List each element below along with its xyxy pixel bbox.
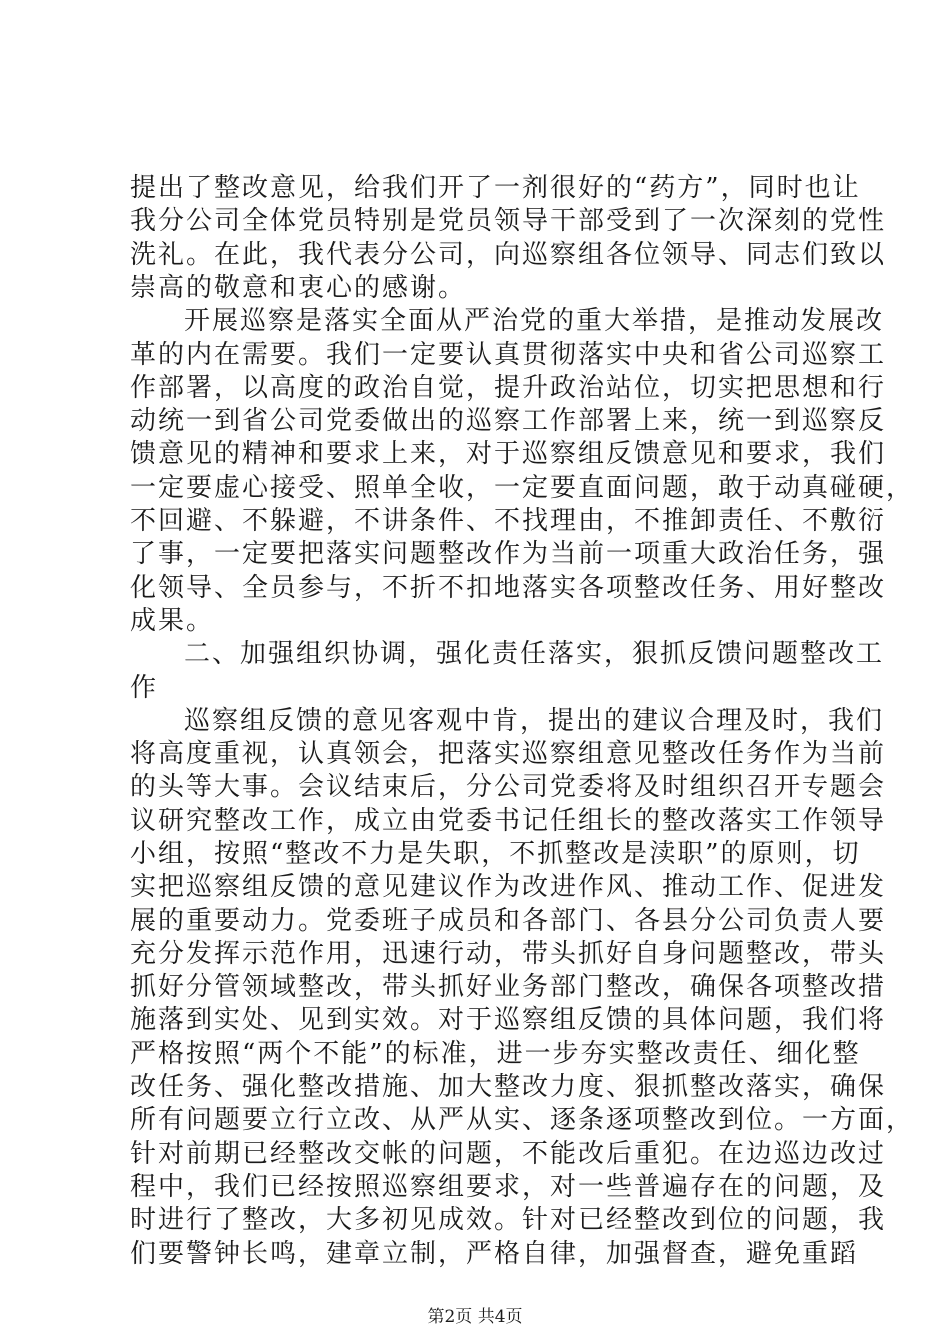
- text-line: 议研究整改工作，成立由党委书记任组长的整改落实工作领导: [130, 806, 887, 836]
- text-line: 实把巡察组反馈的意见建议作为改进作风、推动工作、促进发: [130, 872, 887, 902]
- text-line: 动统一到省公司党委做出的巡察工作部署上来，统一到巡察反: [130, 406, 887, 436]
- text-line: 了事，一定要把落实问题整改作为当前一项重大政治任务，强: [130, 539, 887, 569]
- text-line: 所有问题要立行立改、从严从实、逐条逐项整改到位。一方面，: [130, 1105, 915, 1135]
- text-line: 施落到实处、见到实效。对于巡察组反馈的具体问题，我们将: [130, 1005, 887, 1035]
- text-line: 成果。: [130, 606, 215, 636]
- text-line: 展的重要动力。党委班子成员和各部门、各县分公司负责人要: [130, 906, 887, 936]
- text-line: 抓好分管领域整改，带头抓好业务部门整改，确保各项整改措: [130, 972, 887, 1002]
- text-line: 时进行了整改，大多初见成效。针对已经整改到位的问题，我: [130, 1205, 887, 1235]
- text-line: 革的内在需要。我们一定要认真贯彻落实中央和省公司巡察工: [130, 340, 887, 370]
- paragraph-first-line: 开展巡察是落实全面从严治党的重大举措，是推动发展改: [184, 306, 885, 336]
- text-line: 严格按照“两个不能”的标准，进一步夯实整改责任、细化整: [130, 1039, 861, 1069]
- section-heading-continued: 作: [130, 673, 159, 703]
- text-line: 一定要虚心接受、照单全收，一定要直面问题，敢于动真碰硬，: [130, 473, 915, 503]
- text-line: 作部署，以高度的政治自觉，提升政治站位，切实把思想和行: [130, 373, 887, 403]
- text-line: 针对前期已经整改交帐的问题，不能改后重犯。在边巡边改过: [130, 1139, 887, 1169]
- text-line: 馈意见的精神和要求上来，对于巡察组反馈意见和要求，我们: [130, 439, 887, 469]
- page-number-footer: 第2页 共4页: [427, 1307, 523, 1327]
- text-line: 充分发挥示范作用，迅速行动，带头抓好自身问题整改，带头: [130, 939, 887, 969]
- text-line: 将高度重视，认真领会，把落实巡察组意见整改任务作为当前: [130, 739, 887, 769]
- text-line: 崇高的敬意和衷心的感谢。: [130, 273, 467, 303]
- paragraph-first-line: 巡察组反馈的意见客观中肯，提出的建议合理及时，我们: [184, 706, 885, 736]
- text-line: 的头等大事。会议结束后，分公司党委将及时组织召开专题会: [130, 772, 887, 802]
- text-line: 我分公司全体党员特别是党员领导干部受到了一次深刻的党性: [130, 206, 887, 236]
- text-line: 小组，按照“整改不力是失职，不抓整改是渎职”的原则，切: [130, 839, 861, 869]
- text-line: 改任务、强化整改措施、加大整改力度、狠抓整改落实，确保: [130, 1072, 887, 1102]
- text-line: 们要警钟长鸣，建章立制，严格自律，加强督查，避免重蹈: [130, 1239, 859, 1269]
- text-line: 提出了整改意见，给我们开了一剂很好的“药方”，同时也让: [130, 173, 861, 203]
- text-line: 洗礼。在此，我代表分公司，向巡察组各位领导、同志们致以: [130, 240, 887, 270]
- text-line: 化领导、全员参与，不折不扣地落实各项整改任务、用好整改: [130, 573, 887, 603]
- text-line: 程中，我们已经按照巡察组要求，对一些普遍存在的问题，及: [130, 1172, 887, 1202]
- text-line: 不回避、不躲避，不讲条件、不找理由，不推卸责任、不敷衍: [130, 506, 887, 536]
- section-heading: 二、加强组织协调，强化责任落实，狠抓反馈问题整改工: [184, 639, 885, 669]
